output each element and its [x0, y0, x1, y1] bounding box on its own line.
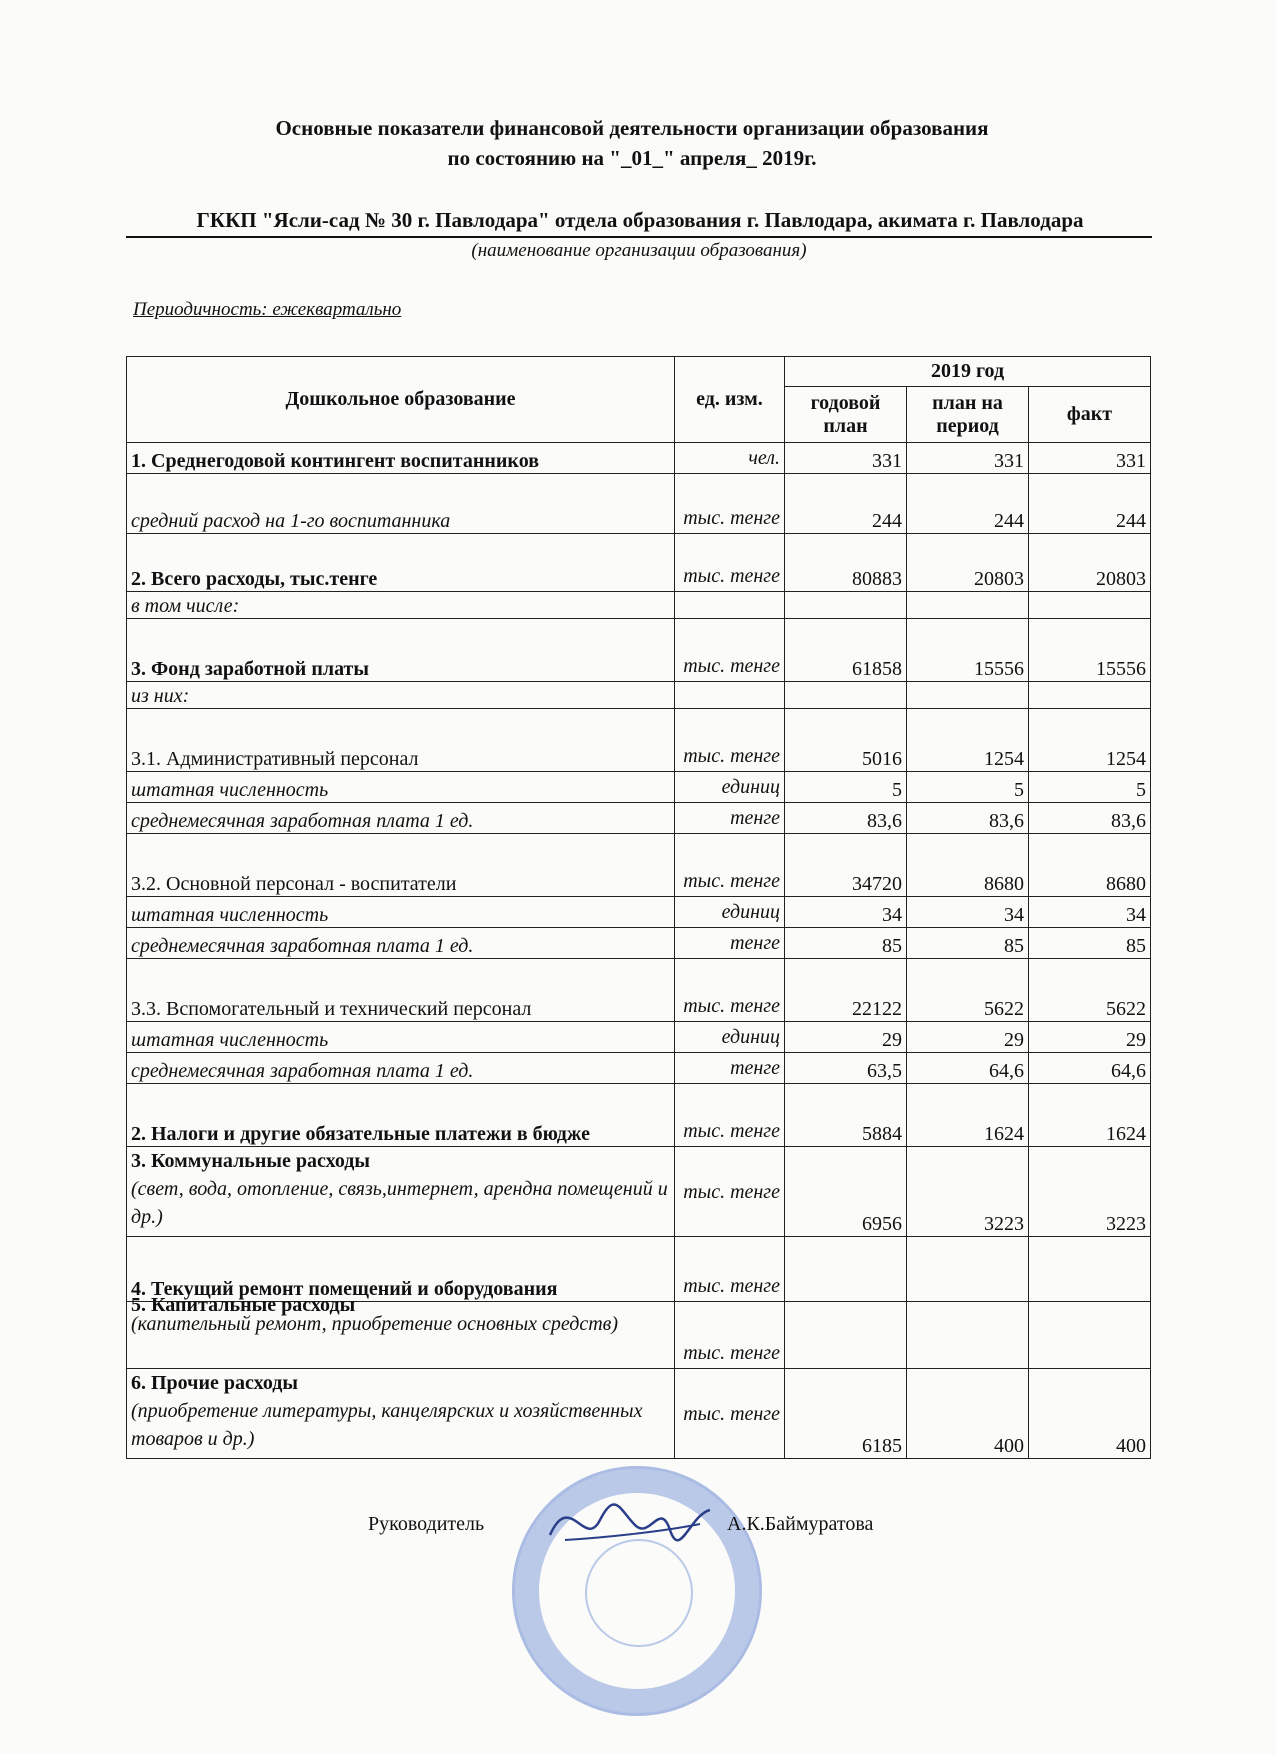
table-row: 3.1. Административный персонал тыс. тенге 5016 1254 1254 [127, 709, 1151, 772]
document-date: по состоянию на "_01_" апреля_ 2019г. [447, 146, 817, 170]
table-row: 3. Коммунальные расходы (свет, вода, отопление, связь,интернет, арендна помещений и др.) тыс. тенге 6956 3223 3223 [127, 1147, 1151, 1237]
table-row: среднемесячная заработная плата 1 ед. тенге 63,5 64,6 64,6 [127, 1053, 1151, 1084]
document-title: Основные показатели финансовой деятельности организации образования [275, 116, 989, 140]
table-row: 2. Налоги и другие обязательные платежи в бюдже тыс. тенге 5884 1624 1624 [127, 1084, 1151, 1147]
table-row: в том числе: [127, 592, 1151, 619]
signature-position: Руководитель [368, 1513, 485, 1535]
table-row: 3.3. Вспомогательный и технический персонал тыс. тенге 22122 5622 5622 [127, 959, 1151, 1022]
header-fact: факт [1029, 387, 1151, 443]
header-unit: ед. изм. [675, 357, 785, 443]
organization-name: ГККП "Ясли-сад № 30 г. Павлодара" отдела образования г. Павлодара, акимата г. Павлодара [196, 208, 1084, 232]
table-row: 3.2. Основной персонал - воспитатели тыс. тенге 34720 8680 8680 [127, 834, 1151, 897]
header-name: Дошкольное образование [127, 357, 675, 443]
table-row: штатная численность единиц 29 29 29 [127, 1022, 1151, 1053]
header-period: план на период [907, 387, 1029, 443]
signature-name: А.К.Баймуратова [727, 1513, 874, 1535]
header-annual: годовой план [785, 387, 907, 443]
header-year: 2019 год [785, 357, 1151, 387]
table-row: штатная численность единиц 5 5 5 [127, 772, 1151, 803]
organization-underline [126, 236, 1152, 238]
table-row: 5. Капитальные расходы (капительный ремонт, приобретение основных средств) тыс. тенге [127, 1302, 1151, 1369]
table-row: 3. Фонд заработной платы тыс. тенге 61858 15556 15556 [127, 619, 1151, 682]
table-row: 4. Текущий ремонт помещений и оборудования тыс. тенге [127, 1237, 1151, 1302]
table-row: средний расход на 1-го воспитанника тыс. тенге 244 244 244 [127, 474, 1151, 534]
organization-caption: (наименование организации образования) [471, 240, 807, 261]
table-row: из них: [127, 682, 1151, 709]
table-row: 6. Прочие расходы (приобретение литературы, канцелярских и хозяйственных товаров и др.) тыс. тенге 6185 400 400 [127, 1369, 1151, 1459]
table-row: штатная численность единиц 34 34 34 [127, 897, 1151, 928]
table-row: среднемесячная заработная плата 1 ед. тенге 85 85 85 [127, 928, 1151, 959]
periodicity: Периодичность: ежеквартально [133, 299, 402, 320]
table-row: 1. Среднегодовой контингент воспитанников чел. 331 331 331 [127, 443, 1151, 474]
table-row: 2. Всего расходы, тыс.тенге тыс. тенге 80883 20803 20803 [127, 534, 1151, 592]
handwritten-signature [540, 1480, 720, 1570]
financial-table [126, 356, 1151, 1459]
table-row: среднемесячная заработная плата 1 ед. тенге 83,6 83,6 83,6 [127, 803, 1151, 834]
